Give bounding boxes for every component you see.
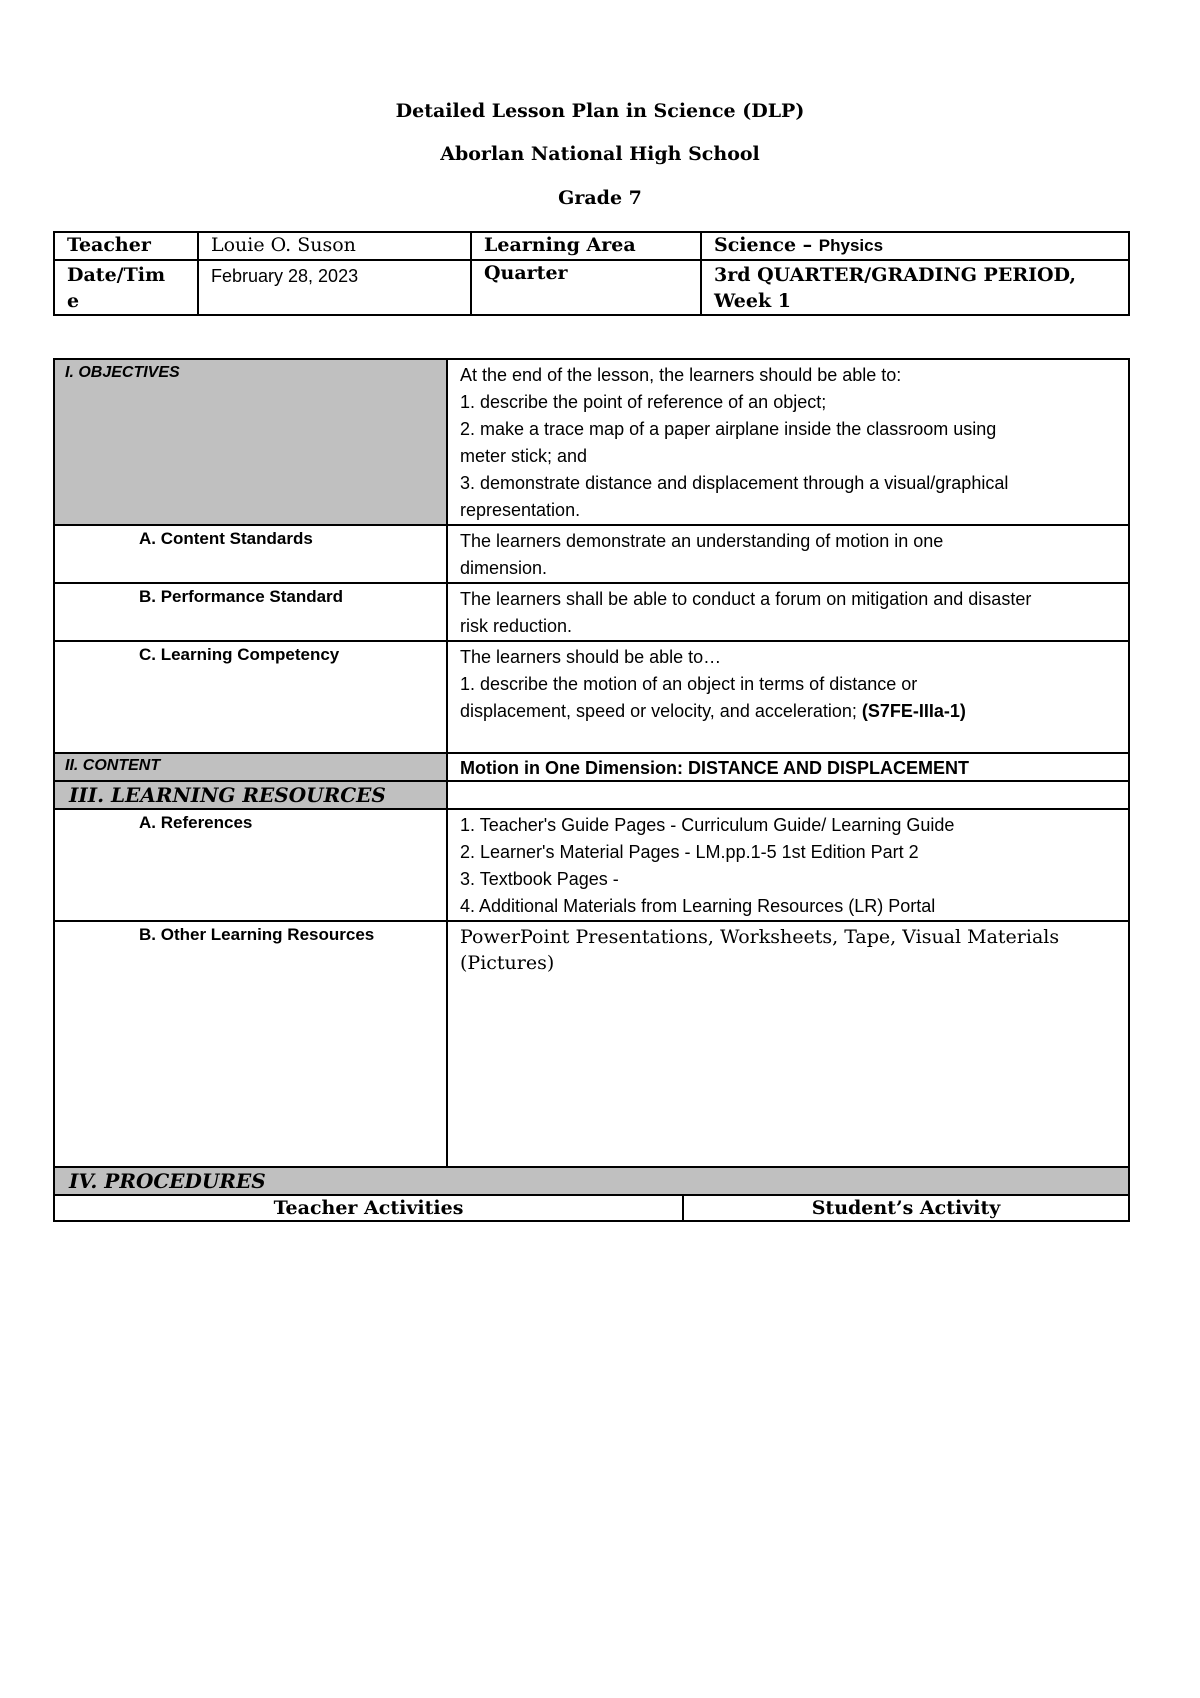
date-value: February 28, 2023 — [198, 260, 471, 315]
grade-level: Grade 7 — [558, 187, 642, 209]
content-standards-row — [54, 525, 1129, 583]
content-standards-label: A. Content Standards — [54, 525, 447, 583]
procedures-header-row — [54, 1167, 1129, 1195]
objectives-label: I. OBJECTIVES — [54, 359, 447, 525]
performance-standard-row — [54, 583, 1129, 641]
other-resources-line: PowerPoint Presentations, Worksheets, Tape, Visual Materials — [460, 926, 1060, 948]
references-label: A. References — [54, 809, 447, 921]
content-standards-line: The learners demonstrate an understanding of motion in one — [460, 531, 944, 551]
performance-standard-content — [447, 583, 1129, 641]
other-resources-line: (Pictures) — [460, 952, 555, 974]
learning-competency-label: C. Learning Competency — [54, 641, 447, 753]
references-row — [54, 809, 1129, 921]
learning-resources-empty — [447, 781, 1129, 809]
objectives-line: meter stick; and — [460, 446, 588, 466]
teacher-value: Louie O. Suson — [198, 232, 471, 260]
learning-area-value — [701, 232, 1129, 260]
objectives-line: representation. — [460, 500, 581, 520]
info-table — [53, 231, 1130, 316]
objectives-content — [447, 359, 1129, 525]
learning-area-main: Science – — [714, 234, 819, 256]
learning-competency-line — [460, 698, 1120, 725]
other-resources-label: B. Other Learning Resources — [54, 921, 447, 1177]
content-value: Motion in One Dimension: DISTANCE AND DISPLACEMENT — [447, 753, 1129, 781]
objectives-line: 2. make a trace map of a paper airplane inside the classroom using — [460, 419, 997, 439]
objectives-line: At the end of the lesson, the learners should be able to: — [460, 365, 902, 385]
quarter-value-line1: 3rd QUARTER/GRADING PERIOD, — [714, 264, 1076, 286]
procedures-label: IV. PROCEDURES — [54, 1167, 1129, 1195]
date-label-line2: e — [67, 290, 80, 312]
info-row-teacher — [54, 232, 1129, 260]
references-content — [447, 809, 1129, 921]
learning-resources-row — [54, 781, 1129, 809]
competency-code: (S7FE-IIIa-1) — [861, 701, 966, 721]
quarter-label: Quarter — [471, 260, 701, 315]
date-time-label — [54, 260, 198, 315]
learning-competency-content — [447, 641, 1129, 753]
performance-standard-line: The learners shall be able to conduct a forum on mitigation and disaster — [460, 589, 1032, 609]
quarter-value — [701, 260, 1129, 315]
info-row-date — [54, 260, 1129, 315]
learning-competency-line: The learners should be able to… — [460, 647, 722, 667]
teacher-label: Teacher — [54, 232, 198, 260]
objectives-line: 3. demonstrate distance and displacement through a visual/graphical — [460, 473, 1009, 493]
teacher-activities-header: Teacher Activities — [54, 1195, 683, 1221]
lesson-plan-table — [53, 358, 1130, 1178]
student-activity-header: Student’s Activity — [683, 1195, 1129, 1221]
content-label: II. CONTENT — [54, 753, 447, 781]
learning-area-sub: Physics — [818, 236, 884, 255]
content-standards-line: dimension. — [460, 558, 548, 578]
reference-item: 4. Additional Materials from Learning Resources (LR) Portal — [460, 896, 936, 916]
other-resources-content — [447, 921, 1129, 1177]
learning-competency-text: displacement, speed or velocity, and acceleration; — [460, 701, 862, 721]
reference-item: 1. Teacher's Guide Pages - Curriculum Guide/ Learning Guide — [460, 815, 955, 835]
document-title: Detailed Lesson Plan in Science (DLP) — [395, 100, 805, 122]
objectives-line: 1. describe the point of reference of an object; — [460, 392, 827, 412]
reference-item: 3. Textbook Pages - — [460, 869, 619, 889]
performance-standard-label: B. Performance Standard — [54, 583, 447, 641]
other-resources-row — [54, 921, 1129, 1177]
learning-competency-row — [54, 641, 1129, 753]
quarter-value-line2: Week 1 — [714, 290, 791, 312]
date-label-line1: Date/Tim — [67, 264, 166, 286]
performance-standard-line: risk reduction. — [460, 616, 573, 636]
learning-competency-line: 1. describe the motion of an object in terms of distance or — [460, 674, 918, 694]
procedures-columns-row — [54, 1195, 1129, 1221]
reference-item: 2. Learner's Material Pages - LM.pp.1-5 1st Edition Part 2 — [460, 842, 919, 862]
learning-area-label: Learning Area — [471, 232, 701, 260]
objectives-row — [54, 359, 1129, 525]
school-name: Aborlan National High School — [440, 143, 760, 165]
content-row — [54, 753, 1129, 781]
learning-resources-label: III. LEARNING RESOURCES — [54, 781, 447, 809]
procedures-table — [53, 1166, 1130, 1222]
content-standards-content — [447, 525, 1129, 583]
